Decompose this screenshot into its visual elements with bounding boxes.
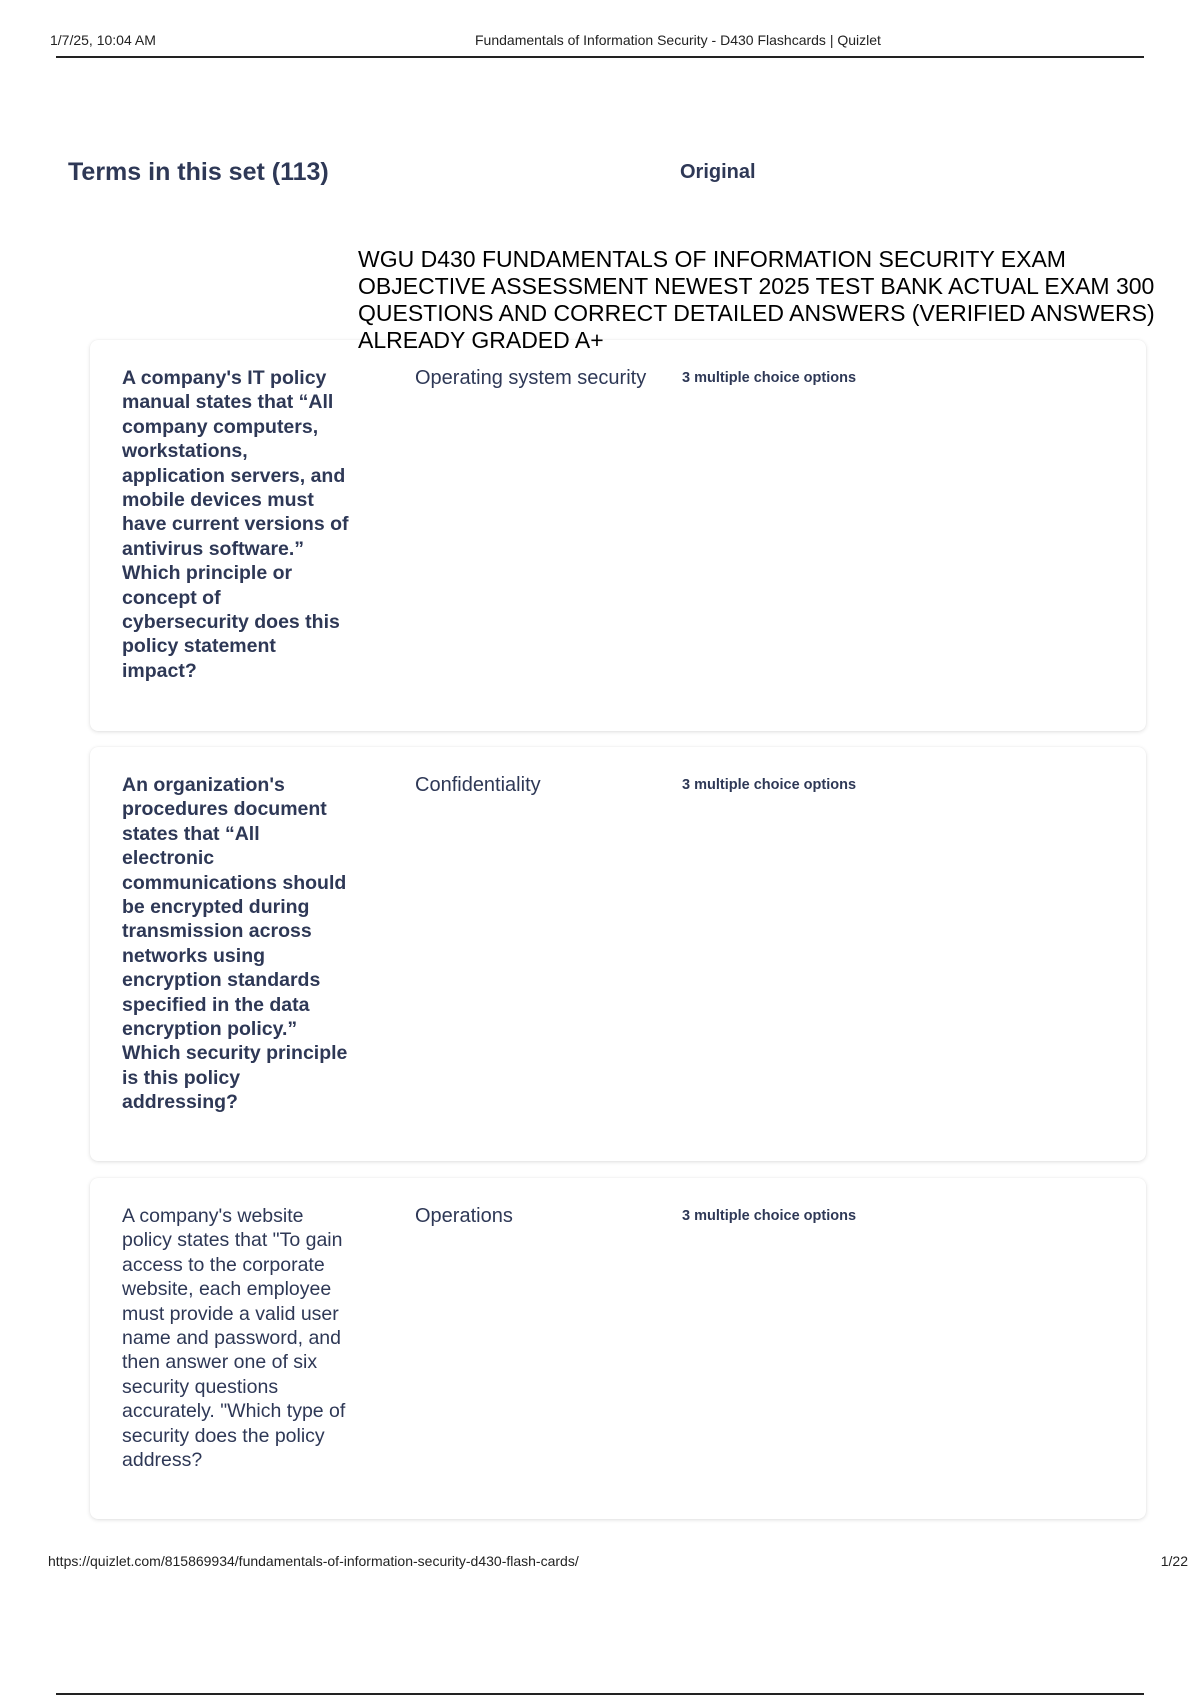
term-card: [90, 1178, 1146, 1519]
card-definition: Confidentiality: [415, 774, 541, 796]
card-definition: Operations: [415, 1205, 513, 1227]
card-term: A company's IT policy manual states that “All company computers, workstations, application servers, and mobile devices must have current versions of antivirus software.” Which principle or concept of cybersecurity does this policy statement impact?: [122, 367, 349, 682]
header-divider: [56, 56, 1144, 58]
page-number: 1/22: [1160, 1553, 1188, 1569]
sort-original-label[interactable]: Original: [680, 161, 756, 183]
print-date: 1/7/25, 10:04 AM: [50, 32, 156, 48]
exam-banner: WGU D430 FUNDAMENTALS OF INFORMATION SECURITY EXAM OBJECTIVE ASSESSMENT NEWEST 2025 TEST BANK ACTUAL EXAM 300 QUESTIONS AND CORRECT DETAILED ANSWERS (VERIFIED ANSWERS) ALREADY GRADED A+: [358, 246, 1155, 353]
multiple-choice-options: 3 multiple choice options: [682, 1208, 857, 1224]
print-header: [50, 32, 1144, 56]
multiple-choice-options: 3 multiple choice options: [682, 777, 857, 793]
footer-divider: [56, 1693, 1144, 1695]
set-heading: Terms in this set (113): [68, 158, 329, 186]
card-term: A company's website policy states that "To gain access to the corporate website, each employee must provide a valid user name and password, and then answer one of six security questions accurately. "Which type of security does the policy address?: [122, 1205, 346, 1472]
print-page-title: Fundamentals of Information Security - D430 Flashcards | Quizlet: [475, 32, 881, 48]
term-card: [90, 747, 1146, 1161]
print-url: https://quizlet.com/815869934/fundamentals-of-information-security-d430-flash-cards/: [48, 1553, 579, 1569]
card-term: An organization's procedures document states that “All electronic communications should be encrypted during transmission across networks using encryption standards specified in the data encryption policy.” Which security principle is this policy addressing?: [122, 774, 348, 1114]
multiple-choice-options: 3 multiple choice options: [682, 370, 857, 386]
term-card: [90, 340, 1146, 731]
card-definition: Operating system security: [415, 367, 647, 389]
